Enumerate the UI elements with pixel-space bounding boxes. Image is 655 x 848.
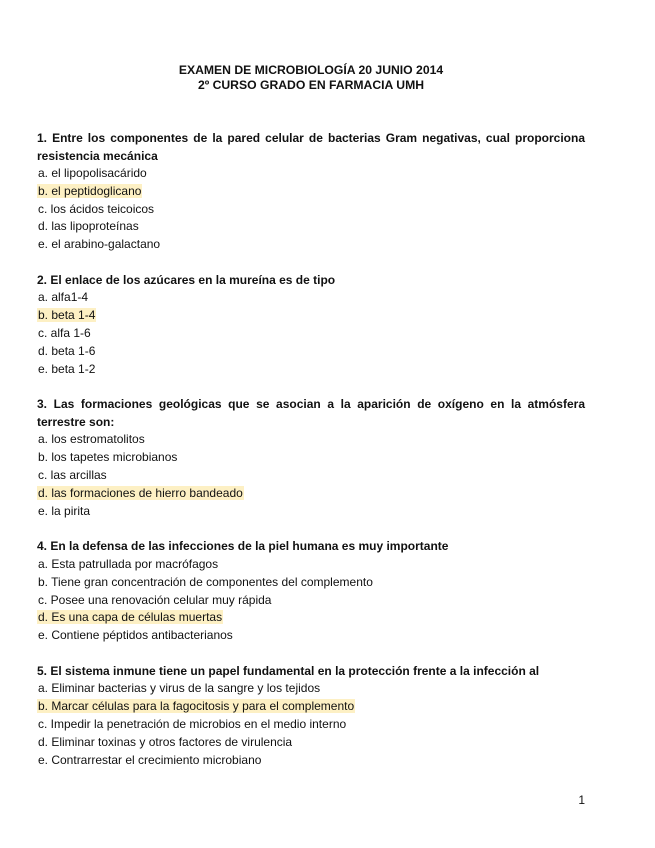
option-4c: c. Posee una renovación celular muy rápida: [38, 592, 272, 607]
question-3: [37, 396, 585, 520]
exam-header: [37, 63, 585, 93]
option-4b: b. Tiene gran concentración de componentes del complemento: [38, 574, 373, 589]
option-4a: a. Esta patrullada por macrófagos: [38, 556, 219, 571]
exam-title: EXAMEN DE MICROBIOLOGÍA 20 JUNIO 2014: [178, 63, 444, 77]
question-text: 4. En la defensa de las infecciones de la piel humana es muy importante: [37, 539, 449, 554]
option-1c: c. los ácidos teicoicos: [38, 201, 155, 216]
option-2c: c. alfa 1-6: [38, 326, 91, 341]
option-5c: c. Impedir la penetración de microbios en el medio interno: [38, 717, 347, 732]
option-2b: b. beta 1-4: [38, 308, 96, 323]
page-number: 1: [578, 793, 585, 807]
question-4: [37, 538, 585, 644]
option-4d: d. Es una capa de células muertas: [38, 610, 223, 625]
exam-page: [37, 63, 585, 769]
option-2d: d. beta 1-6: [38, 343, 96, 358]
option-5b: b. Marcar células para la fagocitosis y para el complemento: [38, 699, 355, 714]
question-text: 1. Entre los componentes de la pared celular de bacterias Gram negativas, cual proporciona resistencia mecánica: [37, 131, 585, 163]
option-1b: b. el peptidoglicano: [38, 183, 142, 198]
option-3a: a. los estromatolitos: [38, 432, 145, 447]
option-5e: e. Contrarrestar el crecimiento microbiano: [38, 752, 262, 767]
option-4e: e. Contiene péptidos antibacterianos: [38, 628, 233, 643]
option-1d: d. las lipoproteínas: [38, 219, 139, 234]
question-1: [37, 130, 585, 254]
option-1e: e. el arabino-galactano: [38, 237, 161, 252]
option-1a: a. el lipopolisacárido: [38, 166, 147, 180]
question-5: [37, 663, 585, 769]
option-3d: d. las formaciones de hierro bandeado: [38, 485, 243, 500]
question-text: 3. Las formaciones geológicas que se asocian a la aparición de oxígeno en la atmósfera terrestre son:: [37, 397, 585, 429]
question-text: 5. El sistema inmune tiene un papel fundamental en la protección frente a la infección al: [37, 663, 540, 678]
option-2a: a. alfa1-4: [38, 290, 89, 305]
question-text: 2. El enlace de los azúcares en la mureína es de tipo: [37, 272, 336, 287]
exam-subtitle: 2º CURSO GRADO EN FARMACIA UMH: [197, 78, 425, 92]
option-3b: b. los tapetes microbianos: [38, 450, 178, 465]
option-3e: e. la pirita: [38, 503, 91, 518]
option-2e: e. beta 1-2: [38, 361, 96, 376]
option-3c: c. las arcillas: [38, 468, 107, 483]
question-2: [37, 272, 585, 378]
option-5a: a. Eliminar bacterias y virus de la sangre y los tejidos: [38, 681, 321, 696]
option-5d: d. Eliminar toxinas y otros factores de virulencia: [38, 734, 293, 749]
